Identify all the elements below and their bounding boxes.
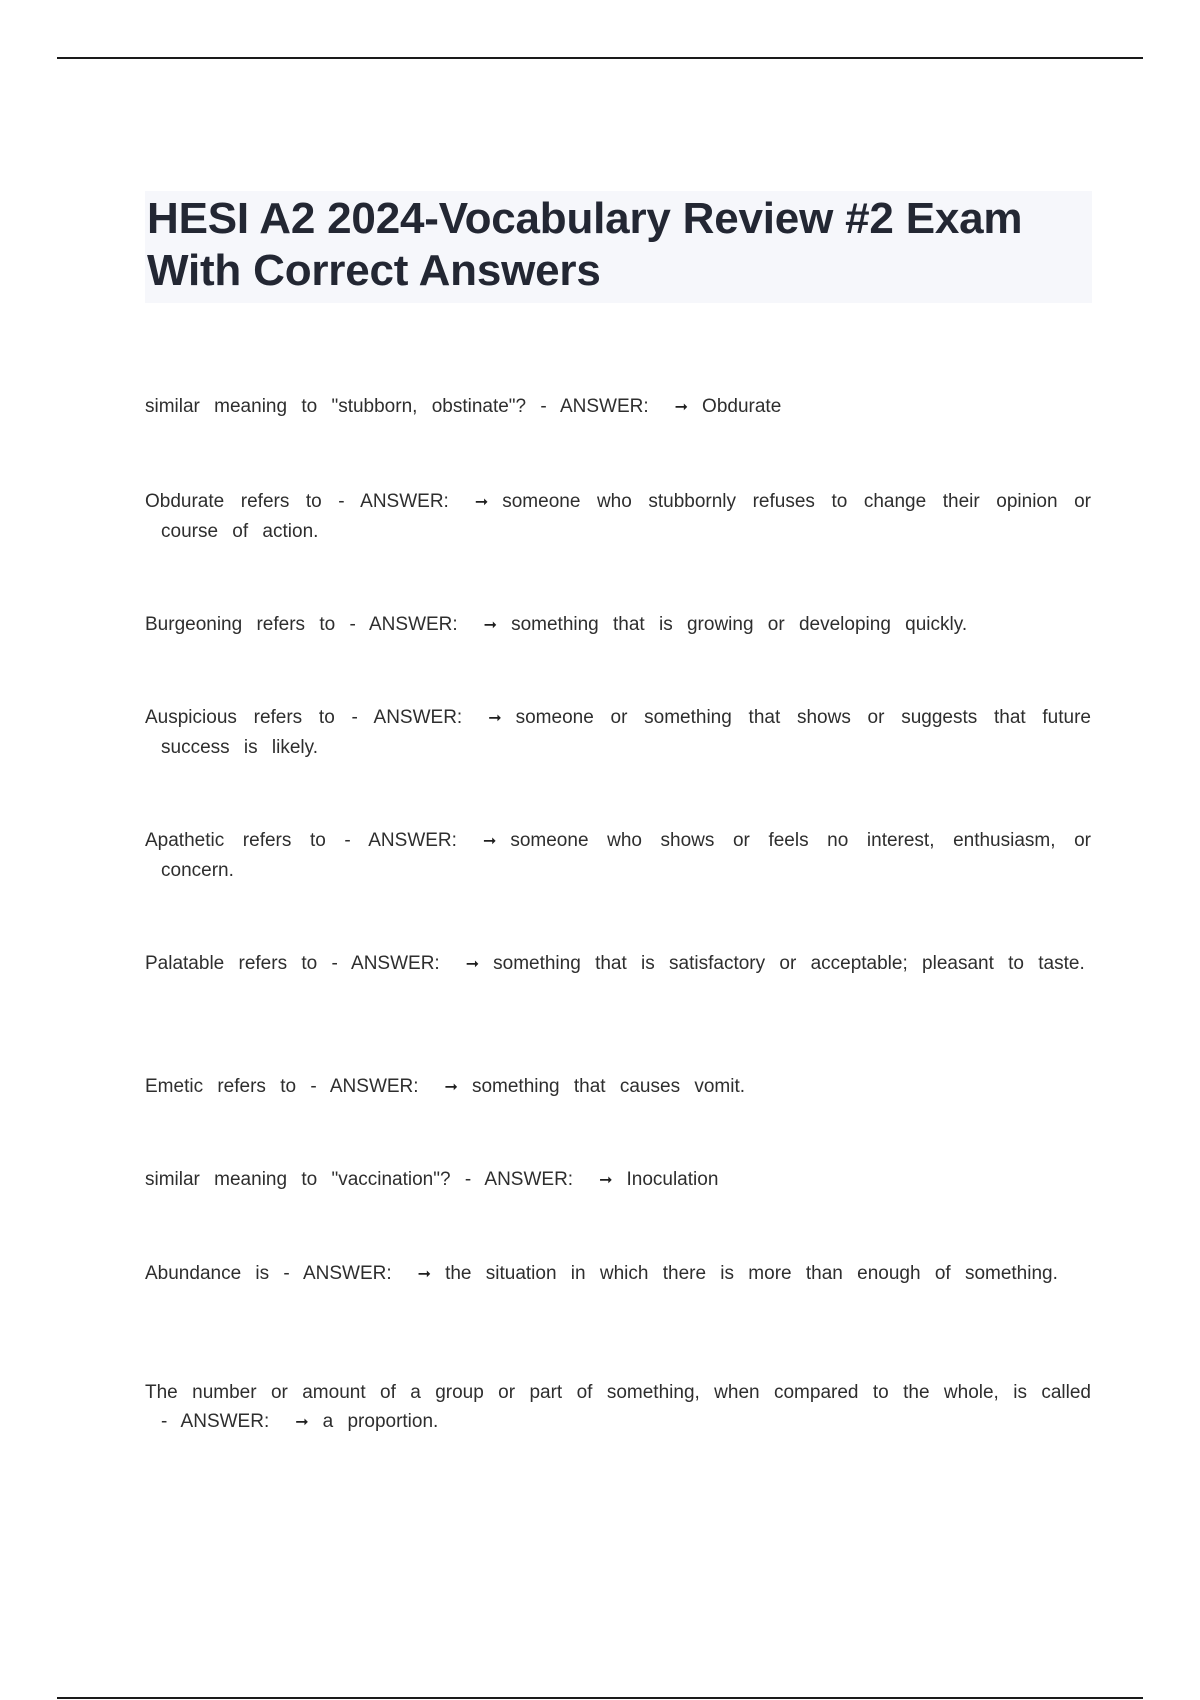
question-text: similar meaning to "stubborn, obstinate"? - ANSWER: (145, 396, 649, 417)
question-text: The number or amount of a group or part of something, when compared to the whole, is called - ANSWER: (145, 1382, 1091, 1432)
arrow-right-icon: ➞ (295, 1414, 309, 1431)
qa-item-5 (145, 826, 1091, 885)
answer-text: someone or something that shows or suggests that future success is likely. (161, 707, 1091, 758)
answer-text: a proportion. (322, 1411, 439, 1432)
answer-text: something that is satisfactory or acceptable; pleasant to taste. (493, 953, 1085, 974)
title-block (145, 191, 1092, 303)
arrow-right-icon: ➞ (444, 1079, 458, 1096)
answer-text: someone who shows or feels no interest, enthusiasm, or concern. (161, 830, 1091, 881)
qa-item-7 (145, 1072, 1091, 1102)
arrow-right-icon: ➞ (417, 1266, 432, 1283)
arrow-right-icon: ➞ (488, 710, 502, 727)
arrow-right-icon: ➞ (474, 494, 489, 511)
arrow-right-icon: ➞ (483, 617, 498, 634)
qa-item-4 (145, 703, 1091, 762)
question-text: Apathetic refers to - ANSWER: (145, 830, 457, 851)
qa-item-3 (145, 610, 1091, 640)
arrow-right-icon: ➞ (674, 399, 689, 416)
answer-text: the situation in which there is more than enough of something. (445, 1263, 1058, 1284)
top-rule (57, 57, 1143, 59)
question-text: similar meaning to "vaccination"? - ANSWER: (145, 1169, 574, 1190)
question-text: Abundance is - ANSWER: (145, 1263, 392, 1284)
arrow-right-icon: ➞ (482, 833, 497, 850)
document-title: HESI A2 2024-Vocabulary Review #2 Exam With Correct Answers (147, 194, 1023, 295)
question-text: Burgeoning refers to - ANSWER: (145, 614, 458, 635)
qa-item-6 (145, 949, 1091, 979)
bottom-rule (57, 1697, 1143, 1699)
question-text: Emetic refers to - ANSWER: (145, 1076, 419, 1097)
qa-item-8 (145, 1165, 1091, 1195)
answer-text: Obdurate (702, 396, 782, 417)
qa-item-1 (145, 392, 1091, 422)
question-text: Obdurate refers to - ANSWER: (145, 491, 449, 512)
question-text: Palatable refers to - ANSWER: (145, 953, 440, 974)
question-text: Auspicious refers to - ANSWER: (145, 707, 463, 728)
answer-text: Inoculation (626, 1169, 719, 1190)
answer-text: something that is growing or developing quickly. (511, 614, 968, 635)
qa-item-10 (145, 1378, 1091, 1437)
arrow-right-icon: ➞ (599, 1172, 613, 1189)
qa-item-2 (145, 487, 1091, 546)
arrow-right-icon: ➞ (465, 956, 480, 973)
answer-text: something that causes vomit. (471, 1076, 746, 1097)
answer-text: someone who stubbornly refuses to change their opinion or course of action. (161, 491, 1092, 542)
qa-item-9 (145, 1259, 1091, 1289)
